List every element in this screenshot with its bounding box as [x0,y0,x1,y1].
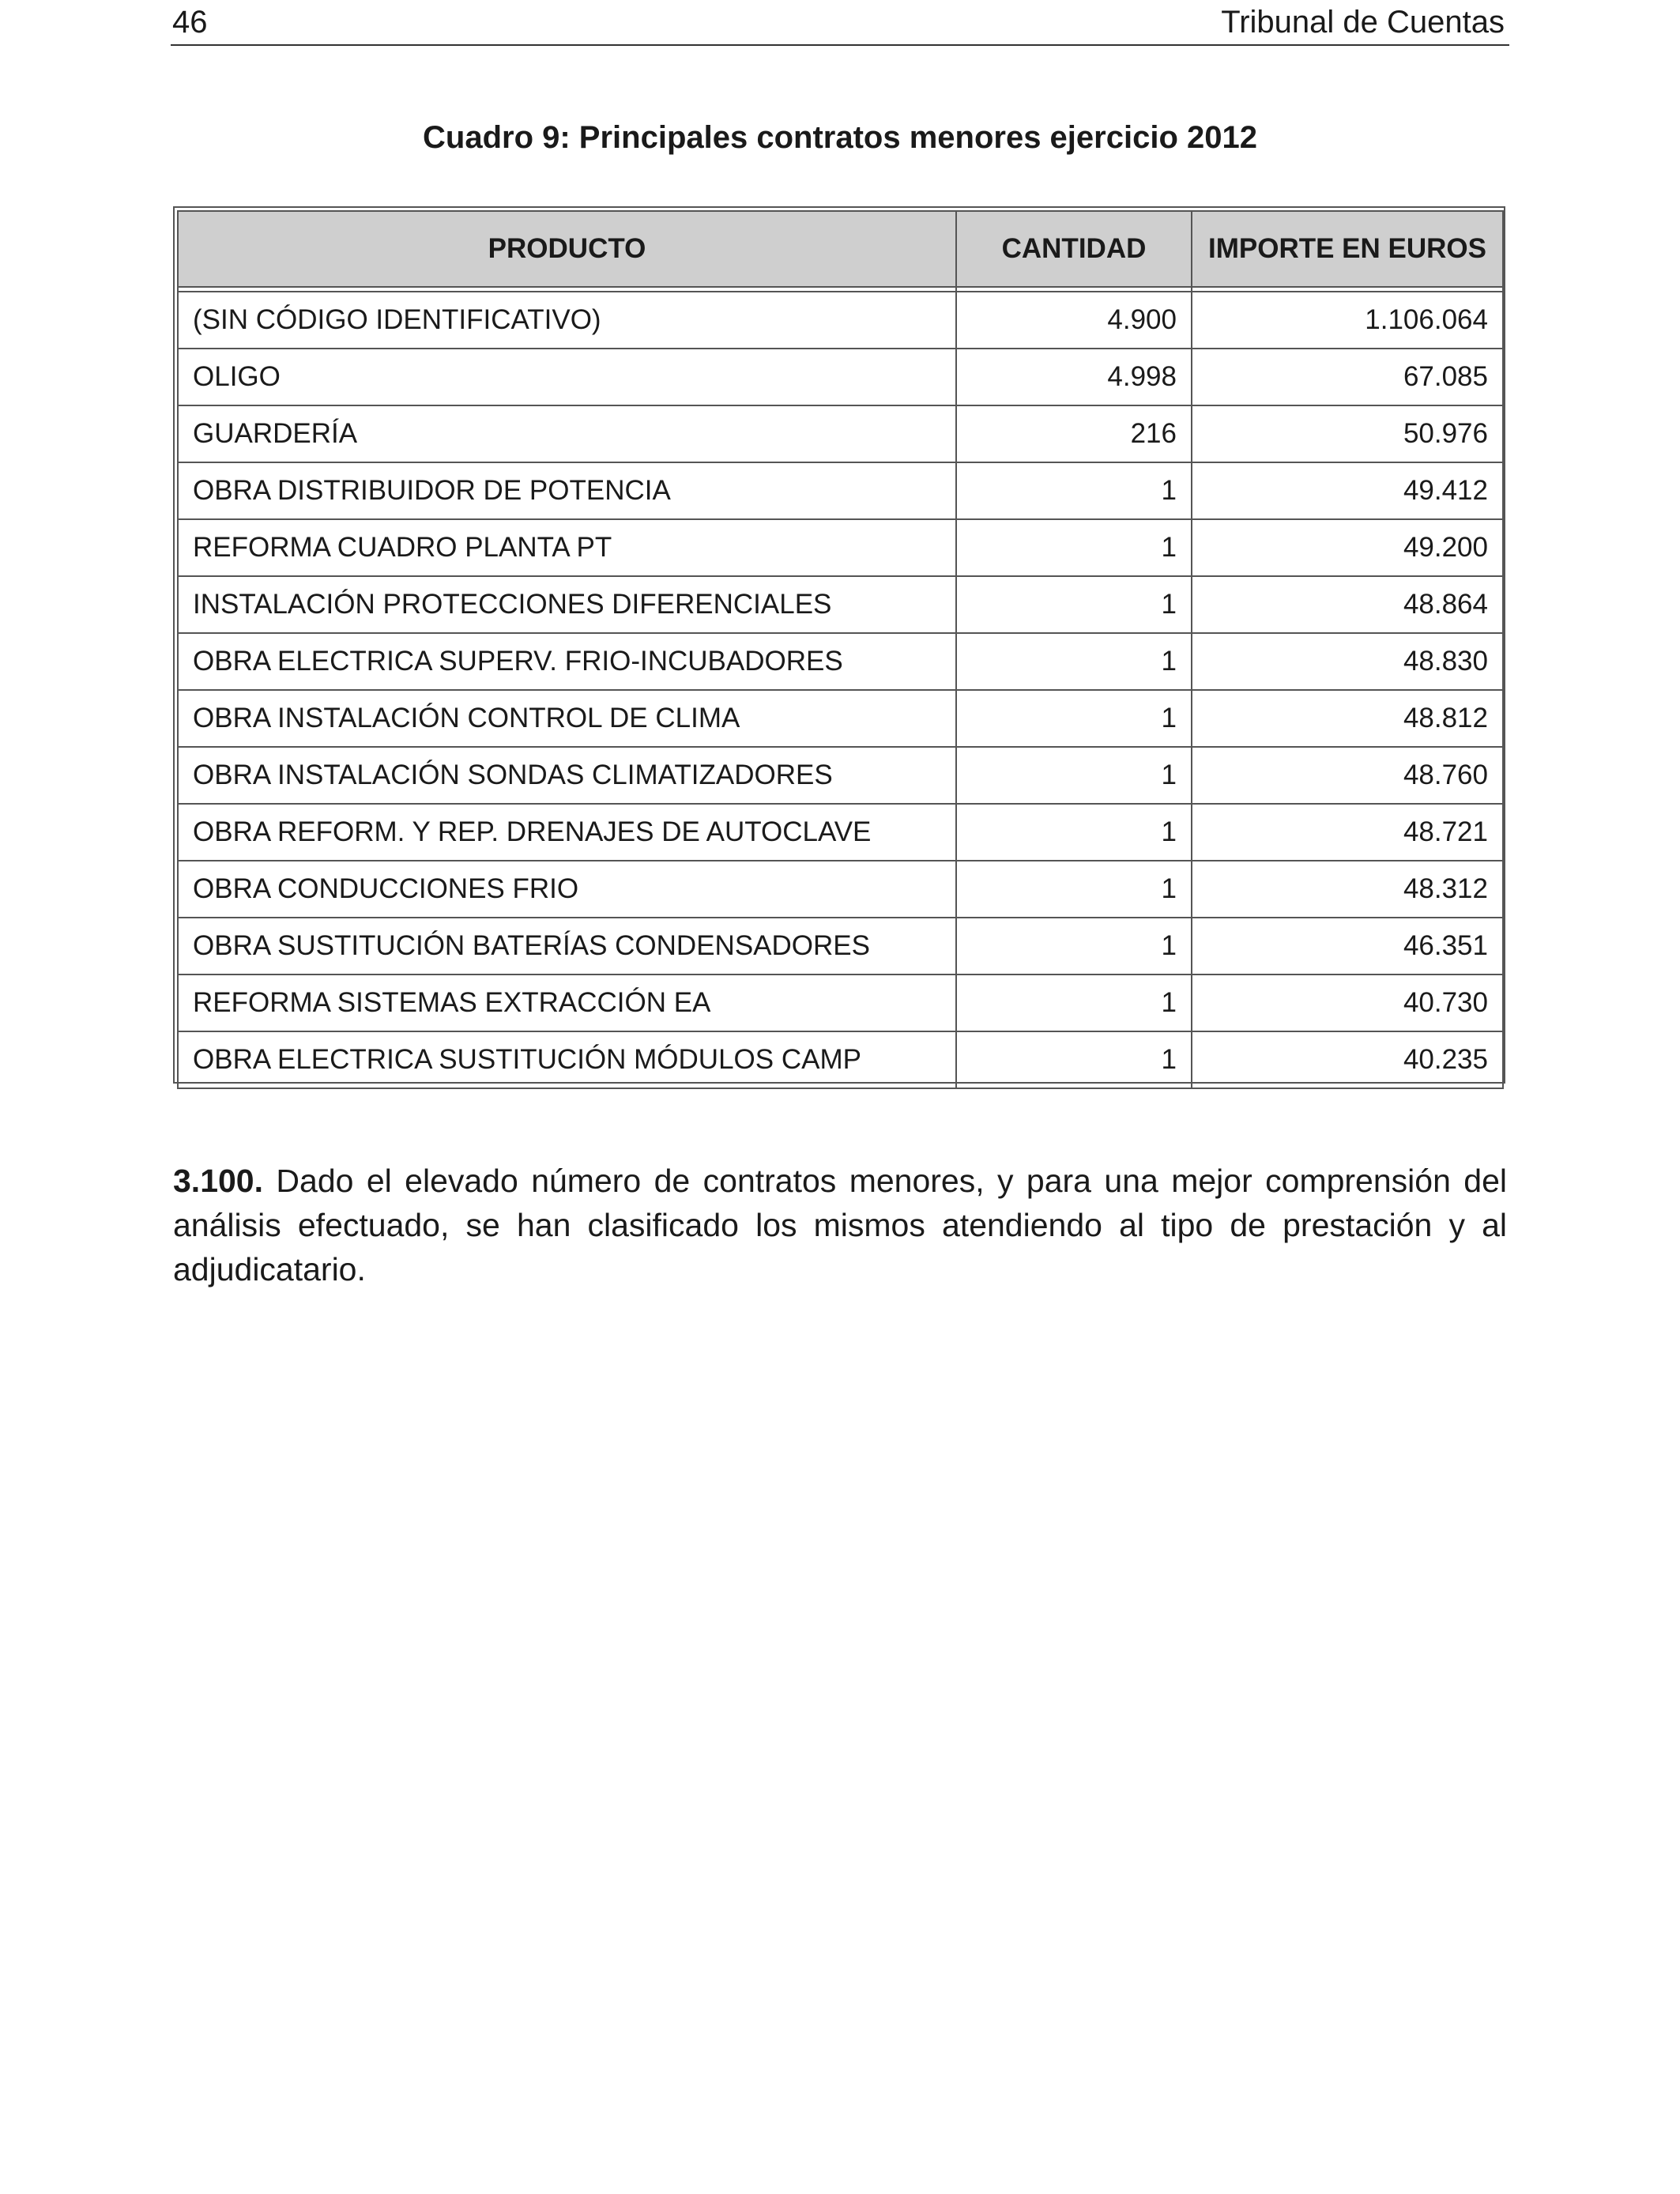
cell-cantidad: 4.900 [956,292,1192,349]
cell-importe: 48.312 [1192,861,1503,918]
paragraph-number: 3.100. [173,1163,263,1199]
cell-cantidad: 1 [956,576,1192,633]
cell-cantidad: 216 [956,405,1192,462]
cell-producto: INSTALACIÓN PROTECCIONES DIFERENCIALES [178,576,956,633]
cell-importe: 48.812 [1192,690,1503,747]
cell-importe: 48.830 [1192,633,1503,690]
cell-importe: 49.200 [1192,519,1503,576]
table-row [178,804,1503,861]
cell-importe: 67.085 [1192,349,1503,405]
table-header-row [178,211,1503,287]
cell-producto: OBRA ELECTRICA SUPERV. FRIO-INCUBADORES [178,633,956,690]
cell-importe: 50.976 [1192,405,1503,462]
cell-importe: 48.721 [1192,804,1503,861]
cell-cantidad: 1 [956,1031,1192,1088]
cell-cantidad: 1 [956,974,1192,1031]
cell-producto: GUARDERÍA [178,405,956,462]
cell-cantidad: 1 [956,519,1192,576]
cell-producto: OBRA DISTRIBUIDOR DE POTENCIA [178,462,956,519]
cell-cantidad: 1 [956,804,1192,861]
cell-cantidad: 1 [956,690,1192,747]
table-caption: Cuadro 9: Principales contratos menores ejercicio 2012 [423,120,1257,155]
table-row [178,747,1503,804]
table-row [178,861,1503,918]
table-row [178,633,1503,690]
cell-producto: REFORMA CUADRO PLANTA PT [178,519,956,576]
cell-producto: REFORMA SISTEMAS EXTRACCIÓN EA [178,974,956,1031]
cell-importe: 48.760 [1192,747,1503,804]
column-header-cantidad: CANTIDAD [956,211,1192,287]
cell-producto: OBRA INSTALACIÓN CONTROL DE CLIMA [178,690,956,747]
table-row [178,519,1503,576]
table-body [178,287,1503,1088]
table-row [178,576,1503,633]
cell-importe: 49.412 [1192,462,1503,519]
cell-cantidad: 1 [956,918,1192,974]
cell-producto: OBRA REFORM. Y REP. DRENAJES DE AUTOCLAVE [178,804,956,861]
cell-producto: OBRA ELECTRICA SUSTITUCIÓN MÓDULOS CAMP [178,1031,956,1088]
cell-cantidad: 4.998 [956,349,1192,405]
table-row [178,690,1503,747]
cell-importe: 40.730 [1192,974,1503,1031]
table-row [178,405,1503,462]
cell-cantidad: 1 [956,747,1192,804]
table-row [178,462,1503,519]
paragraph-text: Dado el elevado número de contratos menores, y para una mejor comprensión del análisis efectuado, se han clasificado los mismos atendiendo al tipo de prestación y al adjudicatario. [173,1163,1507,1287]
page-number: 46 [172,5,208,40]
contracts-table [173,206,1505,1084]
table-row [178,974,1503,1031]
cell-producto: (SIN CÓDIGO IDENTIFICATIVO) [178,292,956,349]
column-header-producto: PRODUCTO [178,211,956,287]
cell-importe: 1.106.064 [1192,292,1503,349]
table-row [178,918,1503,974]
cell-importe: 46.351 [1192,918,1503,974]
cell-producto: OBRA INSTALACIÓN SONDAS CLIMATIZADORES [178,747,956,804]
cell-producto: OLIGO [178,349,956,405]
cell-importe: 48.864 [1192,576,1503,633]
cell-importe: 40.235 [1192,1031,1503,1088]
header-title: Tribunal de Cuentas [1221,5,1505,40]
page-header [171,0,1509,46]
paragraph-3-100 [173,1159,1507,1291]
cell-cantidad: 1 [956,861,1192,918]
table-row [178,292,1503,349]
table-row [178,349,1503,405]
cell-cantidad: 1 [956,633,1192,690]
table-row [178,1031,1503,1088]
cell-cantidad: 1 [956,462,1192,519]
cell-producto: OBRA CONDUCCIONES FRIO [178,861,956,918]
column-header-importe: IMPORTE EN EUROS [1192,211,1503,287]
cell-producto: OBRA SUSTITUCIÓN BATERÍAS CONDENSADORES [178,918,956,974]
